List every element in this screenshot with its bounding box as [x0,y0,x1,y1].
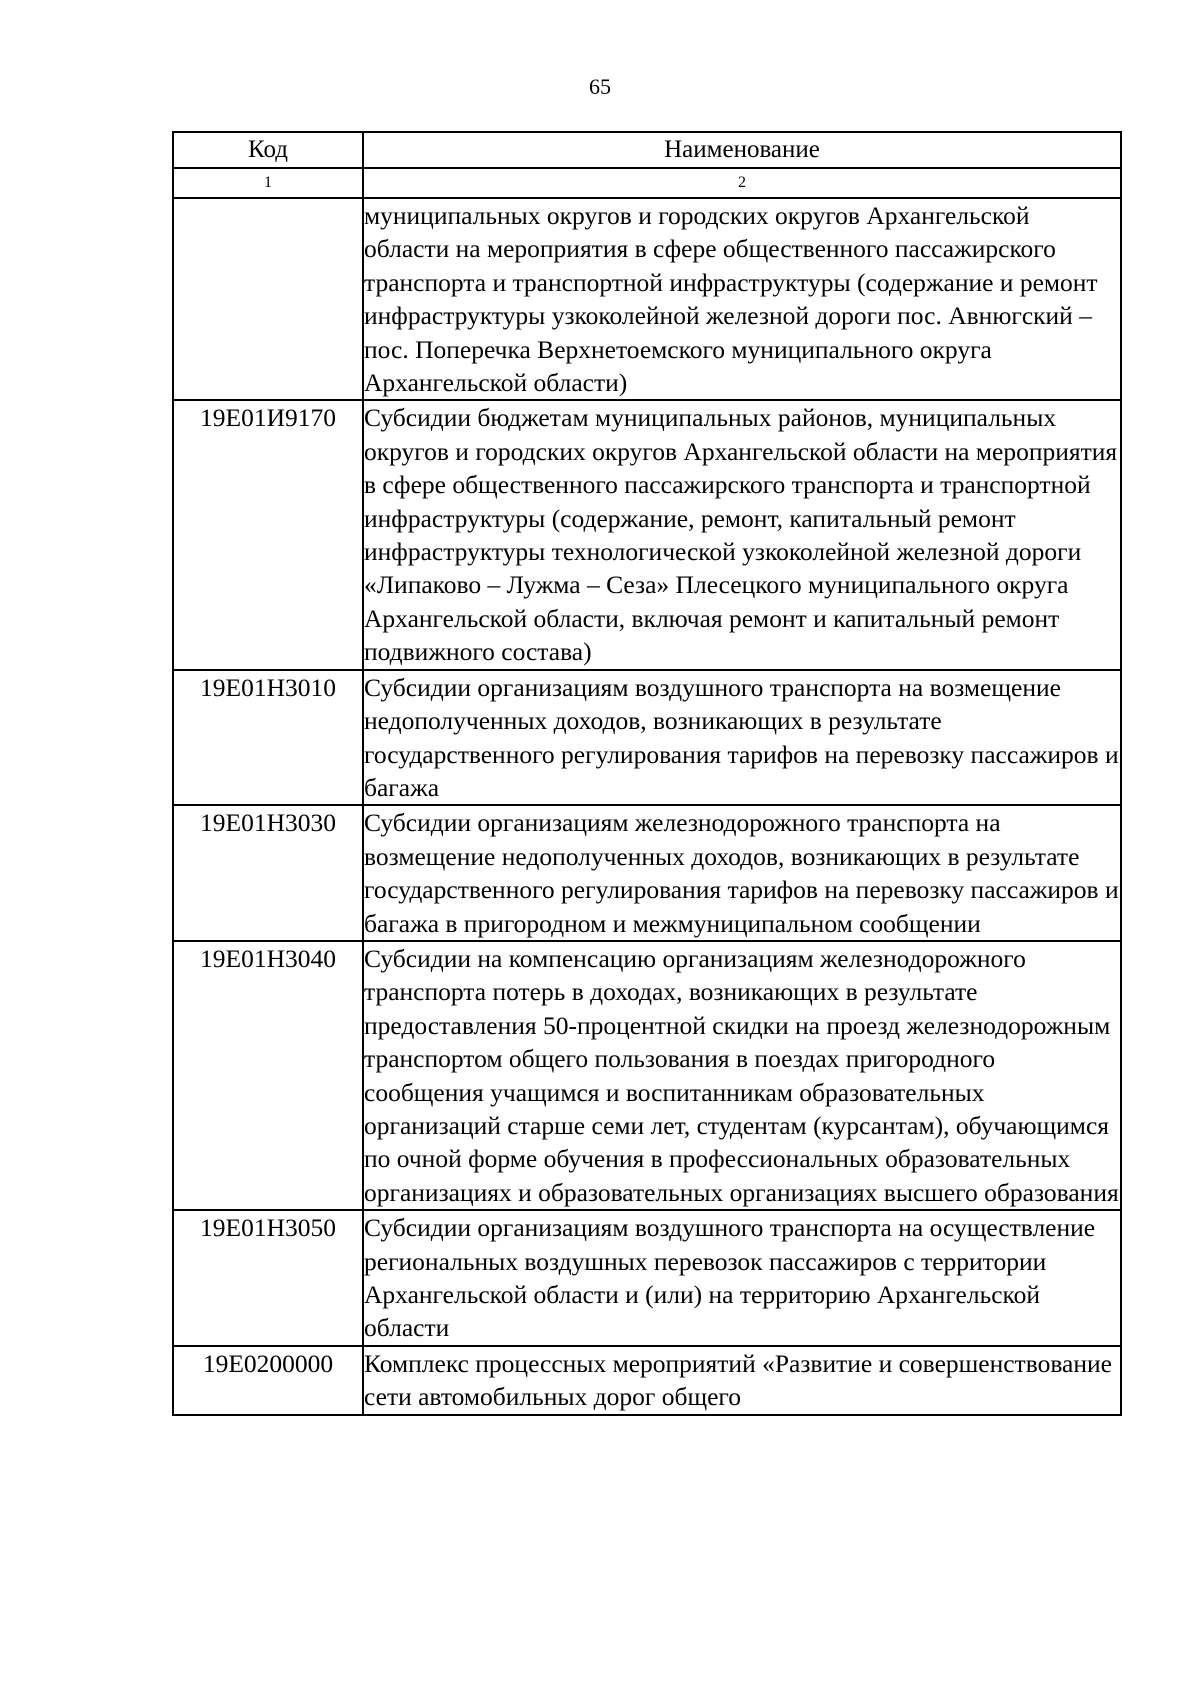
row-code: 19Е01Н3040 [173,941,363,1210]
row-name: Субсидии на компенсацию организациям железнодорожного транспорта потерь в доходах, возникающих в результате предоставления 50-процентной скидки на проезд железнодорожным транспортом общего пользования в поездах пригородного сообщения учащимся и воспитанникам образовательных организаций старше семи лет, студентам (курсантам), обучающимся по очной форме обучения в профессиональных образовательных организациях и образовательных организациях высшего образования [363,941,1121,1210]
header-code: Код [173,132,363,168]
row-name: Субсидии организациям железнодорожного транспорта на возмещение недополученных доходов, возникающих в результате государственного регулирования тарифов на перевозку пассажиров и багажа в пригородном и межмуниципальном сообщении [363,805,1121,941]
row-name: муниципальных округов и городских округов Архангельской области на мероприятия в сфере общественного пассажирского транспорта и транспортной инфраструктуры (содержание и ремонт инфраструктуры узкоколейной железной дороги пос. Авнюгский – пос. Поперечка Верхнетоемского муниципального округа Архангельской области) [363,198,1121,400]
row-code: 19Е01Н3010 [173,670,363,806]
page-number: 65 [589,74,611,99]
row-code [173,198,363,400]
row-name: Комплекс процессных мероприятий «Развитие и совершенствование сети автомобильных дорог общего [363,1346,1121,1415]
row-code: 19Е01Н3030 [173,805,363,941]
budget-code-table [172,131,1122,1416]
column-number-name: 2 [363,168,1121,198]
table-row [173,1210,1121,1346]
table-header-row [173,132,1121,168]
row-name: Субсидии организациям воздушного транспорта на осуществление региональных воздушных перевозок пассажиров с территории Архангельской области и (или) на территорию Архангельской области [363,1210,1121,1346]
row-code: 19Е0200000 [173,1346,363,1415]
row-name: Субсидии бюджетам муниципальных районов, муниципальных округов и городских округов Архангельской области на мероприятия в сфере общественного пассажирского транспорта и транспортной инфраструктуры (содержание, ремонт, капитальный ремонт инфраструктуры технологической узкоколейной железной дороги «Липаково – Лужма – Сеза» Плесецкого муниципального округа Архангельской области, включая ремонт и капитальный ремонт подвижного состава) [363,400,1121,669]
table-row [173,1346,1121,1415]
table-row [173,941,1121,1210]
row-name: Субсидии организациям воздушного транспорта на возмещение недополученных доходов, возникающих в результате государственного регулирования тарифов на перевозку пассажиров и багажа [363,670,1121,806]
row-code: 19Е01И9170 [173,400,363,669]
header-name: Наименование [363,132,1121,168]
table-row [173,400,1121,669]
column-number-row [173,168,1121,198]
table-row [173,198,1121,400]
table-row [173,670,1121,806]
row-code: 19Е01Н3050 [173,1210,363,1346]
column-number-code: 1 [173,168,363,198]
table-row [173,805,1121,941]
